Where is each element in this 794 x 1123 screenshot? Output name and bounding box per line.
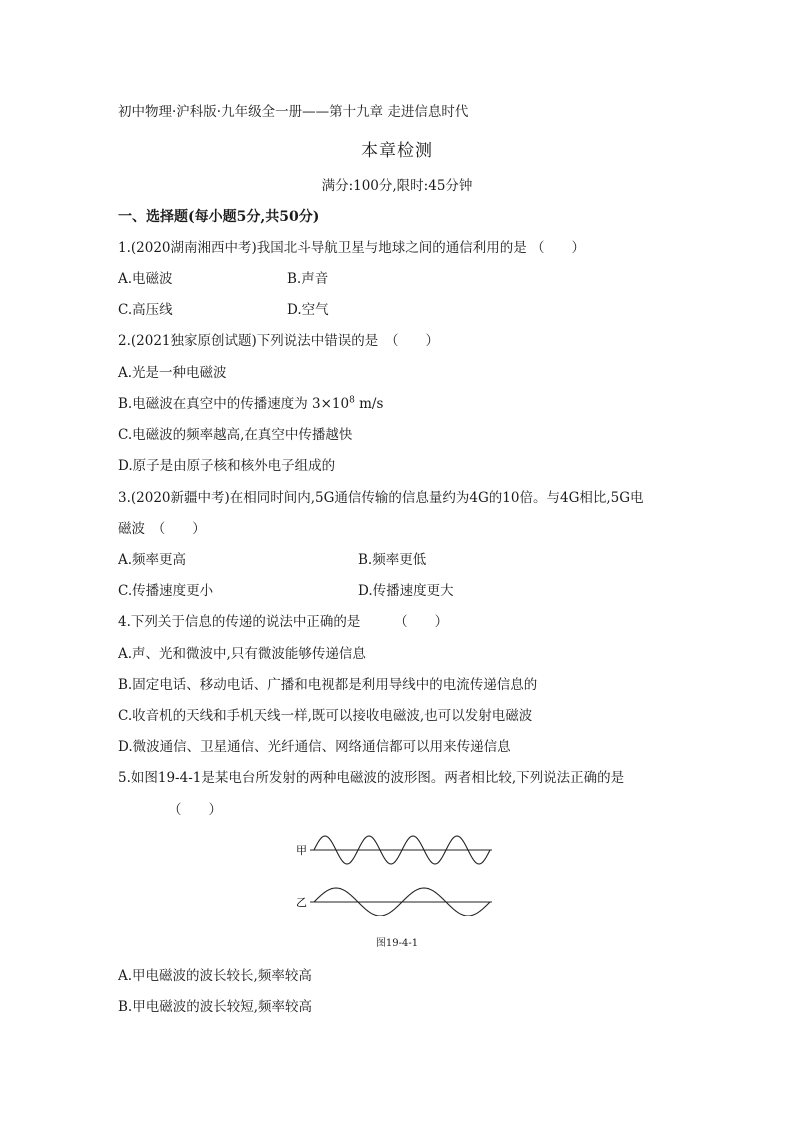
wave-label-jia: 甲 bbox=[296, 844, 307, 857]
question-4-option-d: D.微波通信、卫星通信、光纤通信、网络通信都可以用来传递信息 bbox=[118, 739, 511, 755]
wave-label-yi: 乙 bbox=[296, 896, 307, 909]
page-header: 初中物理·沪科版·九年级全一册——第十九章 走进信息时代 bbox=[118, 104, 469, 120]
section-heading: 一、选择题(每小题5分,共50分) bbox=[118, 209, 320, 225]
question-3-option-a: A.频率更高 bbox=[118, 552, 187, 568]
wave-figure bbox=[296, 826, 496, 916]
question-4-option-a: A.声、光和微波中,只有微波能够传递信息 bbox=[118, 646, 366, 662]
question-3-stem-line2: 磁波 （ ） bbox=[118, 521, 206, 537]
question-3-option-b: B.频率更低 bbox=[358, 552, 427, 568]
question-4-option-c: C.收音机的天线和手机天线一样,既可以接收电磁波,也可以发射电磁波 bbox=[118, 708, 533, 724]
question-1-stem: 1.(2020湖南湘西中考)我国北斗导航卫星与地球之间的通信利用的是 （ ） bbox=[118, 240, 586, 256]
question-1-option-d: D.空气 bbox=[287, 302, 329, 318]
question-2-option-b-exponent: 8 bbox=[349, 395, 355, 406]
question-5-option-b: B.甲电磁波的波长较短,频率较高 bbox=[118, 999, 313, 1015]
question-1-option-c: C.高压线 bbox=[118, 302, 173, 318]
question-5-stem-line2: （ ） bbox=[168, 802, 222, 818]
question-5-stem-line1: 5.如图19-4-1是某电台所发射的两种电磁波的波形图。两者相比较,下列说法正确的是 bbox=[118, 770, 625, 786]
question-4-stem: 4.下列关于信息的传递的说法中正确的是 （ ） bbox=[118, 614, 449, 630]
question-3-option-d: D.传播速度更大 bbox=[358, 583, 454, 599]
question-1-option-a: A.电磁波 bbox=[118, 271, 173, 287]
question-2-option-b-text: B.电磁波在真空中的传播速度为 3×10 bbox=[118, 396, 350, 412]
question-2-option-a: A.光是一种电磁波 bbox=[118, 365, 227, 381]
question-4-option-b: B.固定电话、移动电话、广播和电视都是利用导线中的电流传递信息的 bbox=[118, 677, 538, 693]
question-2-option-b bbox=[118, 395, 383, 413]
page-title: 本章检测 bbox=[361, 141, 433, 161]
figure-caption: 图19-4-1 bbox=[375, 938, 419, 949]
question-2-option-d: D.原子是由原子核和核外电子组成的 bbox=[118, 458, 336, 474]
question-3-stem-line1: 3.(2020新疆中考)在相同时间内,5G通信传输的信息量约为4G的10倍。与4G相比,5G电 bbox=[118, 490, 644, 506]
question-3-option-c: C.传播速度更小 bbox=[118, 583, 214, 599]
question-2-stem: 2.(2021独家原创试题)下列说法中错误的是 （ ） bbox=[118, 333, 440, 349]
page-subtitle: 满分:100分,限时:45分钟 bbox=[321, 178, 473, 194]
question-2-option-b-unit: m/s bbox=[354, 396, 384, 412]
question-1-option-b: B.声音 bbox=[287, 271, 329, 287]
question-2-option-c: C.电磁波的频率越高,在真空中传播越快 bbox=[118, 427, 353, 443]
question-5-option-a: A.甲电磁波的波长较长,频率较高 bbox=[118, 968, 312, 984]
